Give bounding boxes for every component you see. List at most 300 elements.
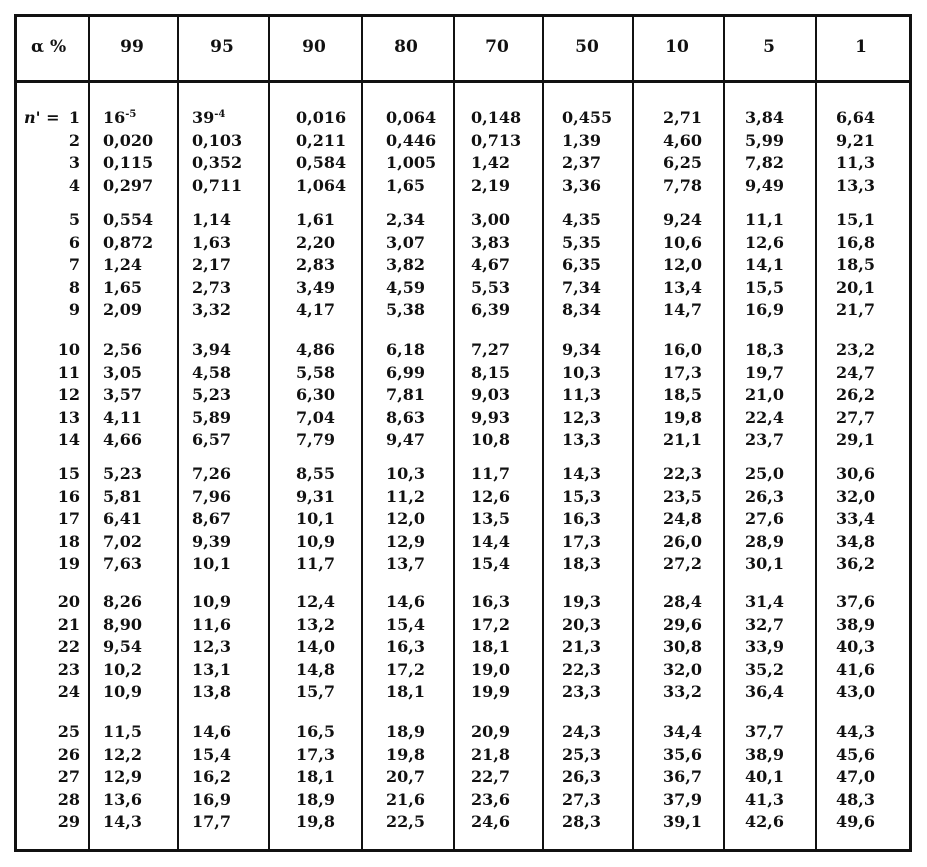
table-cell: 4,58 xyxy=(192,362,231,382)
table-cell: 10,3 xyxy=(386,464,425,483)
table-cell: 3,84 xyxy=(745,108,784,127)
table-cell: 14,8 xyxy=(296,659,335,679)
header-rule xyxy=(17,80,909,83)
table-cell: 11,7 xyxy=(296,554,335,573)
row-label: 25 xyxy=(57,722,80,741)
column-header: 70 xyxy=(485,37,509,57)
table-cell: 1,24 xyxy=(103,255,142,274)
table-cell: 3,07 xyxy=(386,232,425,252)
table-cell: 10,6 xyxy=(663,232,702,252)
table-cell: 3,36 xyxy=(562,175,601,195)
table-cell: 16,3 xyxy=(386,637,425,656)
table-cell: 4,11 xyxy=(103,407,142,427)
table-cell: 25,3 xyxy=(562,744,601,764)
row-label: 10 xyxy=(57,340,80,359)
table-cell: 16,9 xyxy=(192,789,231,809)
table-cell: 9,39 xyxy=(192,531,231,551)
table-cell: 18,9 xyxy=(296,789,335,809)
row-label: 3 xyxy=(68,153,80,172)
table-cell: 32,0 xyxy=(836,486,875,506)
table-cell: 1,61 xyxy=(296,210,335,229)
table-cell: 34,8 xyxy=(836,531,875,551)
table-cell: 0,211 xyxy=(296,130,347,150)
column-header: 80 xyxy=(394,37,418,57)
table-cell: 43,0 xyxy=(836,682,875,701)
table-cell: 47,0 xyxy=(836,767,875,786)
table-cell: 2,34 xyxy=(386,210,425,229)
table-cell: 8,90 xyxy=(103,614,142,634)
table-cell: 12,0 xyxy=(663,255,702,274)
table-cell: 23,6 xyxy=(471,789,510,809)
table-cell: 20,3 xyxy=(562,614,601,634)
table-cell: 24,7 xyxy=(836,362,875,382)
table-cell: $39^{-4}$ xyxy=(192,108,226,127)
column-rule xyxy=(268,17,270,849)
table-cell: 21,1 xyxy=(663,430,702,449)
table-cell: 16,3 xyxy=(562,509,601,528)
table-cell: 27,2 xyxy=(663,554,702,573)
table-cell: 18,9 xyxy=(386,722,425,741)
table-cell: 5,81 xyxy=(103,486,142,506)
table-cell: 5,23 xyxy=(103,464,142,483)
table-cell: 15,7 xyxy=(296,682,335,701)
table-cell: 29,6 xyxy=(663,614,702,634)
table-cell: 14,6 xyxy=(192,722,231,741)
table-cell: 15,4 xyxy=(192,744,231,764)
table-cell: 26,3 xyxy=(562,767,601,786)
table-cell: 14,4 xyxy=(471,531,510,551)
table-cell: 9,47 xyxy=(386,430,425,449)
row-label: 22 xyxy=(57,637,80,656)
column-rule xyxy=(177,17,179,849)
table-cell: 26,2 xyxy=(836,385,875,404)
table-cell: 16,5 xyxy=(296,722,335,741)
table-cell: 10,8 xyxy=(471,430,510,449)
table-cell: 38,9 xyxy=(836,614,875,634)
column-rule xyxy=(815,17,817,849)
table-cell: 11,2 xyxy=(386,486,425,506)
row-label: 9 xyxy=(68,300,80,319)
table-cell: 28,9 xyxy=(745,531,784,551)
table-cell: 0,020 xyxy=(103,130,154,150)
column-rule xyxy=(632,17,634,849)
table-cell: 1,42 xyxy=(471,153,510,172)
row-label: 26 xyxy=(57,744,80,764)
table-cell: 14,0 xyxy=(296,637,335,656)
table-cell: 10,1 xyxy=(192,554,231,573)
table-cell: 6,64 xyxy=(836,108,875,127)
table-cell: 7,78 xyxy=(663,175,702,195)
table-cell: 10,9 xyxy=(296,531,335,551)
row-label: 15 xyxy=(57,464,80,483)
table-cell: 7,96 xyxy=(192,486,231,506)
table-cell: 17,3 xyxy=(296,744,335,764)
table-cell: 5,53 xyxy=(471,277,510,297)
table-cell: 35,2 xyxy=(745,659,784,679)
table-cell: 3,32 xyxy=(192,300,231,319)
table-cell: 34,4 xyxy=(663,722,702,741)
table-cell: 3,83 xyxy=(471,232,510,252)
table-cell: 17,2 xyxy=(471,614,510,634)
table-cell: 9,21 xyxy=(836,130,875,150)
table-cell: 1,63 xyxy=(192,232,231,252)
table-cell: 4,35 xyxy=(562,210,601,229)
table-cell: 35,6 xyxy=(663,744,702,764)
table-cell: 4,66 xyxy=(103,430,142,449)
table-cell: 22,3 xyxy=(562,659,601,679)
table-cell: 11,5 xyxy=(103,722,142,741)
table-cell: 36,7 xyxy=(663,767,702,786)
column-header: 95 xyxy=(210,37,234,57)
table-cell: 8,67 xyxy=(192,509,231,528)
table-cell: 6,57 xyxy=(192,430,231,449)
table-cell: 18,1 xyxy=(386,682,425,701)
table-cell: 12,2 xyxy=(103,744,142,764)
table-cell: 3,82 xyxy=(386,255,425,274)
table-cell: 27,3 xyxy=(562,789,601,809)
row-label: 4 xyxy=(68,175,80,195)
table-cell: 19,8 xyxy=(386,744,425,764)
table-cell: 16,9 xyxy=(745,300,784,319)
table-cell: 21,8 xyxy=(471,744,510,764)
table-cell: 10,2 xyxy=(103,659,142,679)
column-header: 50 xyxy=(575,37,599,57)
row-label: 27 xyxy=(57,767,80,786)
table-cell: 18,1 xyxy=(296,767,335,786)
table-cell: 37,6 xyxy=(836,592,875,611)
table-cell: 41,3 xyxy=(745,789,784,809)
table-cell: 8,55 xyxy=(296,464,335,483)
table-cell: 1,39 xyxy=(562,130,601,150)
table-cell: 19,8 xyxy=(663,407,702,427)
row-label: 29 xyxy=(57,812,80,831)
table-cell: 0,713 xyxy=(471,130,522,150)
table-cell: 20,1 xyxy=(836,277,875,297)
table-cell: 0,554 xyxy=(103,210,154,229)
table-cell: 16,8 xyxy=(836,232,875,252)
column-header: 99 xyxy=(120,37,144,57)
row-label: 21 xyxy=(57,614,80,634)
table-cell: 12,3 xyxy=(192,637,231,656)
table-cell: 6,35 xyxy=(562,255,601,274)
table-cell: 1,65 xyxy=(386,175,425,195)
row-label: 5 xyxy=(68,210,80,229)
table-cell: 11,1 xyxy=(745,210,784,229)
row-label: 28 xyxy=(57,789,80,809)
table-cell: 45,6 xyxy=(836,744,875,764)
table-cell: 48,3 xyxy=(836,789,875,809)
table-cell: 14,1 xyxy=(745,255,784,274)
table-cell: 1,005 xyxy=(386,153,437,172)
table-cell: 49,6 xyxy=(836,812,875,831)
table-cell: 11,7 xyxy=(471,464,510,483)
table-cell: 5,35 xyxy=(562,232,601,252)
table-cell: 17,2 xyxy=(386,659,425,679)
row-label: 13 xyxy=(57,407,80,427)
table-cell: 19,7 xyxy=(745,362,784,382)
table-cell: 17,3 xyxy=(562,531,601,551)
table-cell: 13,1 xyxy=(192,659,231,679)
table-cell: 21,0 xyxy=(745,385,784,404)
table-cell: 21,7 xyxy=(836,300,875,319)
table-cell: 27,6 xyxy=(745,509,784,528)
table-cell: 1,14 xyxy=(192,210,231,229)
table-cell: 8,26 xyxy=(103,592,142,611)
table-cell: 32,7 xyxy=(745,614,784,634)
table-cell: 8,63 xyxy=(386,407,425,427)
table-cell: 8,34 xyxy=(562,300,601,319)
table-cell: 30,8 xyxy=(663,637,702,656)
table-cell: 32,0 xyxy=(663,659,702,679)
table-cell: 6,99 xyxy=(386,362,425,382)
table-cell: 2,73 xyxy=(192,277,231,297)
table-cell: 9,31 xyxy=(296,486,335,506)
table-cell: 9,03 xyxy=(471,385,510,404)
column-rule xyxy=(723,17,725,849)
table-cell: 7,26 xyxy=(192,464,231,483)
table-cell: 7,27 xyxy=(471,340,510,359)
table-cell: 19,9 xyxy=(471,682,510,701)
table-cell: 0,872 xyxy=(103,232,154,252)
table-cell: 12,3 xyxy=(562,407,601,427)
table-cell: 37,9 xyxy=(663,789,702,809)
table-cell: 10,9 xyxy=(103,682,142,701)
table-cell: 9,34 xyxy=(562,340,601,359)
table-cell: 25,0 xyxy=(745,464,784,483)
table-cell: 15,4 xyxy=(471,554,510,573)
table-cell: 12,9 xyxy=(103,767,142,786)
table-cell: 12,4 xyxy=(296,592,335,611)
table-cell: 13,6 xyxy=(103,789,142,809)
table-cell: 4,67 xyxy=(471,255,510,274)
table-cell: 12,6 xyxy=(471,486,510,506)
table-cell: 21,6 xyxy=(386,789,425,809)
table-cell: 2,56 xyxy=(103,340,142,359)
table-cell: 40,3 xyxy=(836,637,875,656)
table-cell: 2,17 xyxy=(192,255,231,274)
table-cell: 0,115 xyxy=(103,153,154,172)
table-cell: 30,1 xyxy=(745,554,784,573)
row-label: 6 xyxy=(68,232,80,252)
row-label: 7 xyxy=(68,255,80,274)
table-cell: 0,064 xyxy=(386,108,437,127)
column-rule xyxy=(542,17,544,849)
table-cell: 5,23 xyxy=(192,385,231,404)
table-cell: 11,6 xyxy=(192,614,231,634)
table-cell: 7,81 xyxy=(386,385,425,404)
table-cell: 3,05 xyxy=(103,362,142,382)
table-cell: 36,4 xyxy=(745,682,784,701)
table-cell: 30,6 xyxy=(836,464,875,483)
table-cell: 38,9 xyxy=(745,744,784,764)
table-cell: 23,3 xyxy=(562,682,601,701)
table-cell: 0,016 xyxy=(296,108,347,127)
column-rule xyxy=(88,17,90,849)
table-cell: 41,6 xyxy=(836,659,875,679)
table-cell: 2,19 xyxy=(471,175,510,195)
table-cell: 8,15 xyxy=(471,362,510,382)
table-cell: 2,09 xyxy=(103,300,142,319)
table-cell: 3,49 xyxy=(296,277,335,297)
table-cell: 20,9 xyxy=(471,722,510,741)
column-rule xyxy=(453,17,455,849)
table-cell: 18,3 xyxy=(745,340,784,359)
table-cell: 0,711 xyxy=(192,175,243,195)
row-label: 20 xyxy=(57,592,80,611)
column-rule xyxy=(361,17,363,849)
row-label: 17 xyxy=(57,509,80,528)
table-cell: 9,24 xyxy=(663,210,702,229)
table-cell: 0,584 xyxy=(296,153,347,172)
table-cell: 15,4 xyxy=(386,614,425,634)
table-cell: 24,8 xyxy=(663,509,702,528)
table-cell: 11,3 xyxy=(562,385,601,404)
table-cell: 26,3 xyxy=(745,486,784,506)
column-header: 1 xyxy=(855,37,867,57)
table-cell: 39,1 xyxy=(663,812,702,831)
table-cell: 15,1 xyxy=(836,210,875,229)
table-cell: 37,7 xyxy=(745,722,784,741)
table-cell: 4,59 xyxy=(386,277,425,297)
table-cell: 27,7 xyxy=(836,407,875,427)
table-cell: 24,3 xyxy=(562,722,601,741)
table-cell: 6,30 xyxy=(296,385,335,404)
table-cell: 33,2 xyxy=(663,682,702,701)
table-cell: 7,02 xyxy=(103,531,142,551)
table-cell: 4,60 xyxy=(663,130,702,150)
table-cell: 17,3 xyxy=(663,362,702,382)
row-label: 2 xyxy=(68,130,80,150)
table-cell: 18,5 xyxy=(663,385,702,404)
table-cell: 36,2 xyxy=(836,554,875,573)
table-cell: 16,0 xyxy=(663,340,702,359)
row-label: 24 xyxy=(57,682,80,701)
table-cell: 7,04 xyxy=(296,407,335,427)
table-cell: 14,3 xyxy=(562,464,601,483)
table-cell: 28,3 xyxy=(562,812,601,831)
table-cell: 9,54 xyxy=(103,637,142,656)
table-cell: 13,5 xyxy=(471,509,510,528)
table-cell: 29,1 xyxy=(836,430,875,449)
table-cell: 10,1 xyxy=(296,509,335,528)
table-cell: 3,00 xyxy=(471,210,510,229)
table-cell: 3,94 xyxy=(192,340,231,359)
table-cell: 23,5 xyxy=(663,486,702,506)
table-cell: 7,34 xyxy=(562,277,601,297)
table-cell: 20,7 xyxy=(386,767,425,786)
column-header: 10 xyxy=(665,37,689,57)
table-cell: 5,58 xyxy=(296,362,335,382)
table-cell: 14,7 xyxy=(663,300,702,319)
table-cell: 12,0 xyxy=(386,509,425,528)
table-cell: 21,3 xyxy=(562,637,601,656)
table-cell: 4,17 xyxy=(296,300,335,319)
row-label: 18 xyxy=(57,531,80,551)
table-cell: 1,65 xyxy=(103,277,142,297)
row-prefix: n' = xyxy=(24,108,60,127)
table-cell: 15,3 xyxy=(562,486,601,506)
table-cell: 12,6 xyxy=(745,232,784,252)
table-cell: 23,7 xyxy=(745,430,784,449)
table-cell: 4,86 xyxy=(296,340,335,359)
row-label: 14 xyxy=(57,430,80,449)
table-cell: 24,6 xyxy=(471,812,510,831)
table-cell: 13,8 xyxy=(192,682,231,701)
table-cell: 31,4 xyxy=(745,592,784,611)
table-cell: 13,4 xyxy=(663,277,702,297)
table-cell: 14,3 xyxy=(103,812,142,831)
table-cell: 26,0 xyxy=(663,531,702,551)
table-cell: 22,4 xyxy=(745,407,784,427)
table-cell: 19,0 xyxy=(471,659,510,679)
table-cell: 0,446 xyxy=(386,130,437,150)
column-header: 5 xyxy=(763,37,775,57)
table-cell: 19,3 xyxy=(562,592,601,611)
table-cell: 23,2 xyxy=(836,340,875,359)
table-cell: 22,3 xyxy=(663,464,702,483)
table-cell: 2,71 xyxy=(663,108,702,127)
table-cell: 0,103 xyxy=(192,130,243,150)
row-label: 1 xyxy=(68,108,80,127)
table-cell: 13,2 xyxy=(296,614,335,634)
table-cell: 16,3 xyxy=(471,592,510,611)
table-cell: 2,83 xyxy=(296,255,335,274)
table-cell: 0,352 xyxy=(192,153,243,172)
table-cell: 44,3 xyxy=(836,722,875,741)
table-cell: 9,93 xyxy=(471,407,510,427)
table-cell: 9,49 xyxy=(745,175,784,195)
table-cell: 13,7 xyxy=(386,554,425,573)
table-cell: 15,5 xyxy=(745,277,784,297)
row-label: 8 xyxy=(68,277,80,297)
table-cell: 6,41 xyxy=(103,509,142,528)
row-label: 11 xyxy=(57,362,80,382)
table-cell: 5,89 xyxy=(192,407,231,427)
table-cell: 6,25 xyxy=(663,153,702,172)
table-cell: 42,6 xyxy=(745,812,784,831)
table-cell: 22,5 xyxy=(386,812,425,831)
table-cell: 13,3 xyxy=(836,175,875,195)
table-cell: 33,9 xyxy=(745,637,784,656)
table-cell: 12,9 xyxy=(386,531,425,551)
table-cell: 5,99 xyxy=(745,130,784,150)
row-label: 12 xyxy=(57,385,80,404)
row-label: 19 xyxy=(57,554,80,573)
table-cell: 13,3 xyxy=(562,430,601,449)
column-header: 90 xyxy=(302,37,326,57)
table-cell: $16^{-5}$ xyxy=(103,108,137,127)
table-cell: 2,37 xyxy=(562,153,601,172)
table-cell: 17,7 xyxy=(192,812,231,831)
table-cell: 33,4 xyxy=(836,509,875,528)
table-cell: 16,2 xyxy=(192,767,231,786)
alpha-percent-header: α % xyxy=(31,37,67,57)
table-cell: 5,38 xyxy=(386,300,425,319)
table-cell: 28,4 xyxy=(663,592,702,611)
table-cell: 0,148 xyxy=(471,108,522,127)
table-cell: 6,39 xyxy=(471,300,510,319)
table-cell: 2,20 xyxy=(296,232,335,252)
row-label: 16 xyxy=(57,486,80,506)
table-cell: 11,3 xyxy=(836,153,875,172)
table-cell: 40,1 xyxy=(745,767,784,786)
table-cell: 14,6 xyxy=(386,592,425,611)
table-cell: 7,63 xyxy=(103,554,142,573)
table-cell: 6,18 xyxy=(386,340,425,359)
table-cell: 18,3 xyxy=(562,554,601,573)
row-label: 23 xyxy=(57,659,80,679)
table-cell: 10,3 xyxy=(562,362,601,382)
